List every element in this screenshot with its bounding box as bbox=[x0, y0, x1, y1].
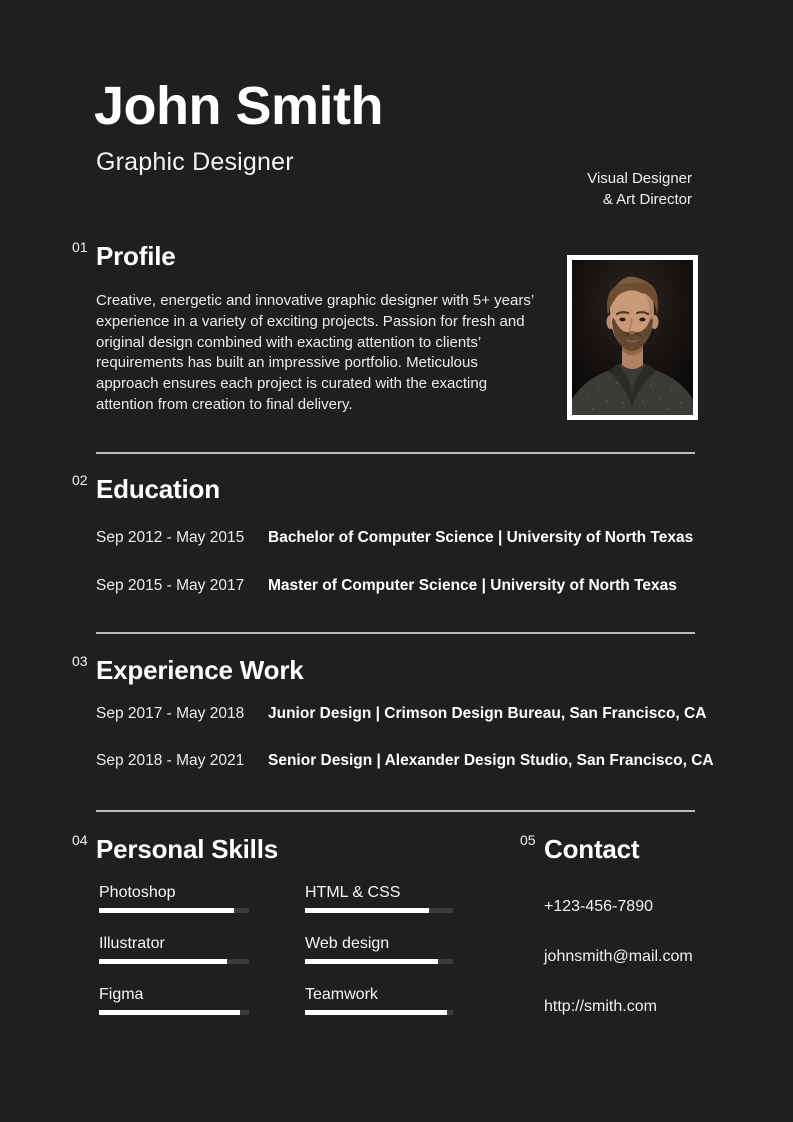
section-divider bbox=[96, 632, 695, 634]
contact-list bbox=[544, 898, 693, 1015]
skill-item bbox=[305, 935, 453, 964]
skill-item bbox=[99, 986, 249, 1015]
skill-progress-fill bbox=[99, 1010, 240, 1015]
skill-label: HTML & CSS bbox=[305, 884, 401, 901]
contact-email: johnsmith@mail.com bbox=[544, 948, 693, 965]
skill-progress-bar bbox=[305, 908, 453, 913]
skills-section-heading: Personal Skills bbox=[96, 834, 278, 864]
skills-column-left bbox=[99, 884, 249, 1015]
experience-entry-description: Senior Design | Alexander Design Studio, San Francisco, CA bbox=[268, 752, 714, 769]
portrait-illustration bbox=[572, 260, 693, 415]
skill-progress-bar bbox=[99, 1010, 249, 1015]
education-entry-description: Bachelor of Computer Science | University of North Texas bbox=[268, 529, 694, 546]
section-divider bbox=[96, 810, 695, 812]
profile-photo bbox=[567, 255, 698, 420]
contact-website: http://smith.com bbox=[544, 998, 657, 1015]
person-job-title: Graphic Designer bbox=[96, 148, 294, 176]
skill-progress-fill bbox=[305, 908, 429, 913]
profile-summary-text: Creative, energetic and innovative graphic designer with 5+ years’ experience in a variety of exciting projects. Passion for fresh and original design combined with exacting attention to clients’ requirements has built an impressive portfolio. Meticulous approach ensures each project is curated with the exacting attention from creation to final delivery. bbox=[96, 292, 534, 413]
skill-label: Photoshop bbox=[99, 884, 176, 901]
skill-label: Illustrator bbox=[99, 935, 165, 952]
skill-progress-fill bbox=[305, 1010, 447, 1015]
skills-section-number: 04 bbox=[72, 832, 88, 848]
secondary-title-line2: & Art Director bbox=[602, 191, 692, 208]
profile-section-number: 01 bbox=[72, 239, 88, 255]
skill-label: Teamwork bbox=[305, 986, 378, 1003]
experience-entry bbox=[96, 751, 736, 771]
profile-section-heading: Profile bbox=[96, 241, 176, 271]
experience-entry bbox=[96, 704, 736, 724]
skill-progress-bar bbox=[305, 959, 453, 964]
section-divider bbox=[96, 452, 695, 454]
person-name: John Smith bbox=[94, 76, 383, 136]
experience-section-heading: Experience Work bbox=[96, 655, 304, 685]
contact-section-heading: Contact bbox=[544, 834, 640, 864]
skill-progress-fill bbox=[305, 959, 438, 964]
education-entry bbox=[96, 576, 736, 596]
education-section-number: 02 bbox=[72, 472, 88, 488]
skill-label: Figma bbox=[99, 986, 144, 1003]
education-entry bbox=[96, 528, 736, 548]
experience-entry-description: Junior Design | Crimson Design Bureau, San Francisco, CA bbox=[268, 705, 707, 722]
skill-progress-fill bbox=[99, 908, 234, 913]
skill-label: Web design bbox=[305, 935, 390, 952]
skill-progress-bar bbox=[305, 1010, 453, 1015]
skill-item bbox=[99, 884, 249, 913]
skill-progress-bar bbox=[99, 959, 249, 964]
education-section-heading: Education bbox=[96, 474, 220, 504]
experience-section-number: 03 bbox=[72, 653, 88, 669]
skill-item bbox=[305, 986, 453, 1015]
skill-progress-bar bbox=[99, 908, 249, 913]
education-entry-dates: Sep 2015 - May 2017 bbox=[96, 577, 245, 594]
skills-column-right bbox=[305, 884, 453, 1015]
skill-item bbox=[305, 884, 453, 913]
contact-section-number: 05 bbox=[520, 832, 536, 848]
experience-entry-dates: Sep 2018 - May 2021 bbox=[96, 752, 245, 769]
skill-item bbox=[99, 935, 249, 964]
secondary-title-line1: Visual Designer bbox=[587, 170, 692, 187]
experience-entry-dates: Sep 2017 - May 2018 bbox=[96, 705, 245, 722]
skill-progress-fill bbox=[99, 959, 227, 964]
education-entry-dates: Sep 2012 - May 2015 bbox=[96, 529, 245, 546]
secondary-title bbox=[587, 168, 692, 210]
education-entry-description: Master of Computer Science | University of North Texas bbox=[268, 577, 677, 594]
contact-phone: +123-456-7890 bbox=[544, 898, 653, 915]
